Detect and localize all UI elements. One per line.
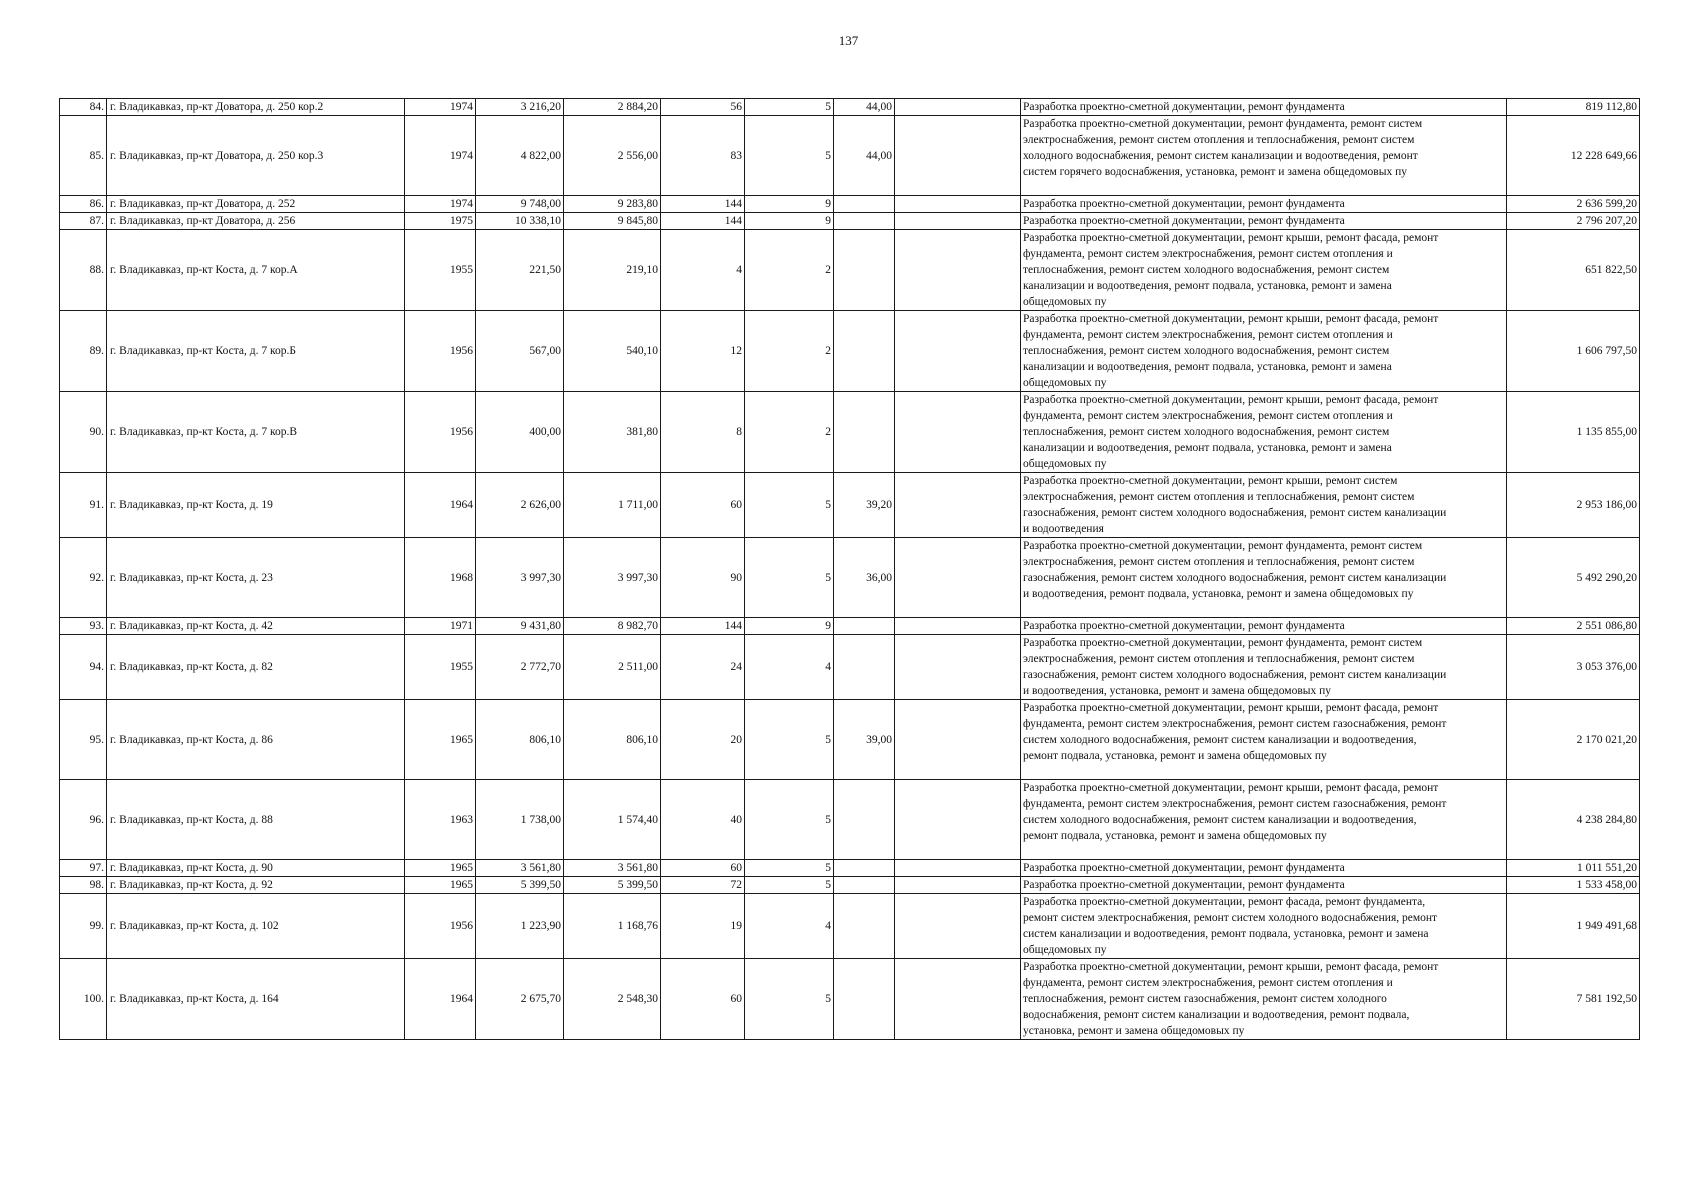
empty-cell xyxy=(895,538,1021,618)
residents-cell: 8 xyxy=(661,392,745,473)
address-cell: г. Владикавказ, пр-кт Коста, д. 164 xyxy=(107,959,405,1040)
address-cell: г. Владикавказ, пр-кт Коста, д. 102 xyxy=(107,894,405,959)
residents-cell: 12 xyxy=(661,311,745,392)
page-number: 137 xyxy=(838,33,859,48)
total-area-cell: 806,10 xyxy=(476,700,564,780)
row-number-cell: 95. xyxy=(60,700,107,780)
year-built-cell: 1965 xyxy=(405,877,476,894)
living-area-cell: 381,80 xyxy=(564,392,661,473)
wear-percent-cell xyxy=(834,618,895,635)
year-built-cell: 1963 xyxy=(405,780,476,860)
living-area-cell: 3 561,80 xyxy=(564,860,661,877)
floors-cell: 9 xyxy=(745,196,834,213)
row-number-cell: 89. xyxy=(60,311,107,392)
living-area-cell: 1 574,40 xyxy=(564,780,661,860)
wear-percent-cell: 44,00 xyxy=(834,116,895,196)
address-cell: г. Владикавказ, пр-кт Коста, д. 88 xyxy=(107,780,405,860)
address-cell: г. Владикавказ, пр-кт Коста, д. 90 xyxy=(107,860,405,877)
wear-percent-cell xyxy=(834,311,895,392)
cost-cell: 4 238 284,80 xyxy=(1507,780,1640,860)
works-description-cell: Разработка проектно-сметной документации, ремонт фундамента xyxy=(1021,860,1507,877)
total-area-cell: 1 223,90 xyxy=(476,894,564,959)
residents-cell: 144 xyxy=(661,196,745,213)
cost-cell: 819 112,80 xyxy=(1507,99,1640,116)
wear-percent-cell: 39,20 xyxy=(834,473,895,538)
year-built-cell: 1968 xyxy=(405,538,476,618)
table-row xyxy=(60,700,1640,780)
address-cell: г. Владикавказ, пр-кт Коста, д. 42 xyxy=(107,618,405,635)
living-area-cell: 806,10 xyxy=(564,700,661,780)
residents-cell: 144 xyxy=(661,213,745,230)
living-area-cell: 2 556,00 xyxy=(564,116,661,196)
cost-cell: 5 492 290,20 xyxy=(1507,538,1640,618)
row-number-cell: 87. xyxy=(60,213,107,230)
empty-cell xyxy=(895,894,1021,959)
empty-cell xyxy=(895,99,1021,116)
works-description-cell: Разработка проектно-сметной документации, ремонт фундамента xyxy=(1021,99,1507,116)
floors-cell: 2 xyxy=(745,311,834,392)
wear-percent-cell xyxy=(834,877,895,894)
address-cell: г. Владикавказ, пр-кт Коста, д. 19 xyxy=(107,473,405,538)
row-number-cell: 93. xyxy=(60,618,107,635)
works-description-cell: Разработка проектно-сметной документации, ремонт фундамента xyxy=(1021,213,1507,230)
empty-cell xyxy=(895,618,1021,635)
table-row xyxy=(60,311,1640,392)
year-built-cell: 1955 xyxy=(405,635,476,700)
empty-cell xyxy=(895,959,1021,1040)
year-built-cell: 1956 xyxy=(405,894,476,959)
cost-cell: 12 228 649,66 xyxy=(1507,116,1640,196)
residents-cell: 19 xyxy=(661,894,745,959)
living-area-cell: 9 845,80 xyxy=(564,213,661,230)
cost-cell: 1 533 458,00 xyxy=(1507,877,1640,894)
wear-percent-cell xyxy=(834,894,895,959)
empty-cell xyxy=(895,860,1021,877)
empty-cell xyxy=(895,230,1021,311)
cost-cell: 7 581 192,50 xyxy=(1507,959,1640,1040)
total-area-cell: 2 772,70 xyxy=(476,635,564,700)
residents-cell: 90 xyxy=(661,538,745,618)
residents-cell: 56 xyxy=(661,99,745,116)
works-description-cell: Разработка проектно-сметной документации, ремонт крыши, ремонт фасада, ремонт фундамента, ремонт систем электроснабжения, ремонт систем отопления и теплоснабжения, ремонт систем холодного водоснабжения, ремонт систем канализации и водоотведения, ремонт подвала, установка, ремонт и замена общедомовых пу xyxy=(1021,392,1507,473)
cost-cell: 3 053 376,00 xyxy=(1507,635,1640,700)
row-number-cell: 84. xyxy=(60,99,107,116)
works-description-cell: Разработка проектно-сметной документации, ремонт фундамента xyxy=(1021,196,1507,213)
year-built-cell: 1956 xyxy=(405,311,476,392)
address-cell: г. Владикавказ, пр-кт Доватора, д. 256 xyxy=(107,213,405,230)
residents-cell: 4 xyxy=(661,230,745,311)
living-area-cell: 540,10 xyxy=(564,311,661,392)
year-built-cell: 1965 xyxy=(405,700,476,780)
cost-cell: 1 606 797,50 xyxy=(1507,311,1640,392)
cost-cell: 1 949 491,68 xyxy=(1507,894,1640,959)
table-row xyxy=(60,894,1640,959)
cost-cell: 1 135 855,00 xyxy=(1507,392,1640,473)
total-area-cell: 9 748,00 xyxy=(476,196,564,213)
table-row xyxy=(60,196,1640,213)
year-built-cell: 1964 xyxy=(405,473,476,538)
wear-percent-cell: 39,00 xyxy=(834,700,895,780)
row-number-cell: 91. xyxy=(60,473,107,538)
cost-cell: 2 953 186,00 xyxy=(1507,473,1640,538)
floors-cell: 2 xyxy=(745,392,834,473)
floors-cell: 5 xyxy=(745,473,834,538)
total-area-cell: 3 216,20 xyxy=(476,99,564,116)
table-row xyxy=(60,877,1640,894)
empty-cell xyxy=(895,635,1021,700)
table-row xyxy=(60,230,1640,311)
floors-cell: 4 xyxy=(745,894,834,959)
floors-cell: 5 xyxy=(745,780,834,860)
empty-cell xyxy=(895,213,1021,230)
floors-cell: 4 xyxy=(745,635,834,700)
floors-cell: 9 xyxy=(745,618,834,635)
wear-percent-cell xyxy=(834,213,895,230)
total-area-cell: 567,00 xyxy=(476,311,564,392)
cost-cell: 2 170 021,20 xyxy=(1507,700,1640,780)
total-area-cell: 221,50 xyxy=(476,230,564,311)
year-built-cell: 1964 xyxy=(405,959,476,1040)
address-cell: г. Владикавказ, пр-кт Коста, д. 7 кор.В xyxy=(107,392,405,473)
row-number-cell: 88. xyxy=(60,230,107,311)
empty-cell xyxy=(895,877,1021,894)
address-cell: г. Владикавказ, пр-кт Доватора, д. 250 кор.2 xyxy=(107,99,405,116)
floors-cell: 5 xyxy=(745,538,834,618)
residents-cell: 60 xyxy=(661,860,745,877)
living-area-cell: 9 283,80 xyxy=(564,196,661,213)
works-description-cell: Разработка проектно-сметной документации, ремонт фундамента, ремонт систем электроснабжения, ремонт систем отопления и теплоснабжения, ремонт систем газоснабжения, ремонт систем холодного водоснабжения, ремонт систем канализации и водоотведения, установка, ремонт и замена общедомовых пу xyxy=(1021,635,1507,700)
living-area-cell: 5 399,50 xyxy=(564,877,661,894)
empty-cell xyxy=(895,392,1021,473)
row-number-cell: 100. xyxy=(60,959,107,1040)
empty-cell xyxy=(895,116,1021,196)
address-cell: г. Владикавказ, пр-кт Коста, д. 86 xyxy=(107,700,405,780)
housing-repair-table xyxy=(59,98,1639,1040)
cost-cell: 2 796 207,20 xyxy=(1507,213,1640,230)
floors-cell: 5 xyxy=(745,877,834,894)
works-description-cell: Разработка проектно-сметной документации, ремонт фундамента xyxy=(1021,877,1507,894)
residents-cell: 24 xyxy=(661,635,745,700)
total-area-cell: 2 675,70 xyxy=(476,959,564,1040)
works-description-cell: Разработка проектно-сметной документации, ремонт крыши, ремонт систем электроснабжения, ремонт систем отопления и теплоснабжения, ремонт систем газоснабжения, ремонт систем холодного водоснабжения, ремонт систем канализации и водоотведения xyxy=(1021,473,1507,538)
year-built-cell: 1974 xyxy=(405,196,476,213)
row-number-cell: 98. xyxy=(60,877,107,894)
floors-cell: 2 xyxy=(745,230,834,311)
row-number-cell: 92. xyxy=(60,538,107,618)
year-built-cell: 1965 xyxy=(405,860,476,877)
living-area-cell: 2 884,20 xyxy=(564,99,661,116)
residents-cell: 60 xyxy=(661,959,745,1040)
row-number-cell: 94. xyxy=(60,635,107,700)
total-area-cell: 5 399,50 xyxy=(476,877,564,894)
year-built-cell: 1971 xyxy=(405,618,476,635)
empty-cell xyxy=(895,196,1021,213)
address-cell: г. Владикавказ, пр-кт Доватора, д. 250 кор.3 xyxy=(107,116,405,196)
empty-cell xyxy=(895,311,1021,392)
total-area-cell: 10 338,10 xyxy=(476,213,564,230)
residents-cell: 60 xyxy=(661,473,745,538)
living-area-cell: 2 548,30 xyxy=(564,959,661,1040)
row-number-cell: 96. xyxy=(60,780,107,860)
wear-percent-cell xyxy=(834,392,895,473)
floors-cell: 5 xyxy=(745,99,834,116)
address-cell: г. Владикавказ, пр-кт Коста, д. 7 кор.А xyxy=(107,230,405,311)
living-area-cell: 2 511,00 xyxy=(564,635,661,700)
residents-cell: 72 xyxy=(661,877,745,894)
year-built-cell: 1974 xyxy=(405,99,476,116)
empty-cell xyxy=(895,700,1021,780)
floors-cell: 9 xyxy=(745,213,834,230)
repair-program-table xyxy=(59,98,1640,1040)
table-row xyxy=(60,99,1640,116)
row-number-cell: 97. xyxy=(60,860,107,877)
table-row xyxy=(60,618,1640,635)
table-row xyxy=(60,473,1640,538)
works-description-cell: Разработка проектно-сметной документации, ремонт фундамента xyxy=(1021,618,1507,635)
total-area-cell: 1 738,00 xyxy=(476,780,564,860)
residents-cell: 40 xyxy=(661,780,745,860)
address-cell: г. Владикавказ, пр-кт Коста, д. 92 xyxy=(107,877,405,894)
year-built-cell: 1956 xyxy=(405,392,476,473)
living-area-cell: 3 997,30 xyxy=(564,538,661,618)
wear-percent-cell xyxy=(834,196,895,213)
wear-percent-cell xyxy=(834,959,895,1040)
row-number-cell: 90. xyxy=(60,392,107,473)
total-area-cell: 2 626,00 xyxy=(476,473,564,538)
works-description-cell: Разработка проектно-сметной документации, ремонт крыши, ремонт фасада, ремонт фундамента, ремонт систем электроснабжения, ремонт систем газоснабжения, ремонт систем холодного водоснабжения, ремонт систем канализации и водоотведения, ремонт подвала, установка, ремонт и замена общедомовых пу xyxy=(1021,700,1507,780)
works-description-cell: Разработка проектно-сметной документации, ремонт крыши, ремонт фасада, ремонт фундамента, ремонт систем электроснабжения, ремонт систем отопления и теплоснабжения, ремонт систем холодного водоснабжения, ремонт систем канализации и водоотведения, ремонт подвала, установка, ремонт и замена общедомовых пу xyxy=(1021,311,1507,392)
year-built-cell: 1975 xyxy=(405,213,476,230)
residents-cell: 83 xyxy=(661,116,745,196)
address-cell: г. Владикавказ, пр-кт Доватора, д. 252 xyxy=(107,196,405,213)
empty-cell xyxy=(895,780,1021,860)
works-description-cell: Разработка проектно-сметной документации, ремонт фундамента, ремонт систем электроснабжения, ремонт систем отопления и теплоснабжения, ремонт систем холодного водоснабжения, ремонт систем канализации и водоотведения, ремонт систем горячего водоснабжения, установка, ремонт и замена общедомовых пу xyxy=(1021,116,1507,196)
cost-cell: 2 551 086,80 xyxy=(1507,618,1640,635)
year-built-cell: 1974 xyxy=(405,116,476,196)
table-row xyxy=(60,780,1640,860)
wear-percent-cell xyxy=(834,635,895,700)
row-number-cell: 85. xyxy=(60,116,107,196)
row-number-cell: 86. xyxy=(60,196,107,213)
living-area-cell: 8 982,70 xyxy=(564,618,661,635)
wear-percent-cell xyxy=(834,860,895,877)
works-description-cell: Разработка проектно-сметной документации, ремонт фундамента, ремонт систем электроснабжения, ремонт систем отопления и теплоснабжения, ремонт систем газоснабжения, ремонт систем холодного водоснабжения, ремонт систем канализации и водоотведения, ремонт подвала, установка, ремонт и замена общедомовых пу xyxy=(1021,538,1507,618)
residents-cell: 144 xyxy=(661,618,745,635)
row-number-cell: 99. xyxy=(60,894,107,959)
address-cell: г. Владикавказ, пр-кт Коста, д. 82 xyxy=(107,635,405,700)
works-description-cell: Разработка проектно-сметной документации, ремонт фасада, ремонт фундамента, ремонт систем электроснабжения, ремонт систем холодного водоснабжения, ремонт систем канализации и водоотведения, ремонт подвала, установка, ремонт и замена общедомовых пу xyxy=(1021,894,1507,959)
living-area-cell: 1 168,76 xyxy=(564,894,661,959)
wear-percent-cell xyxy=(834,230,895,311)
table-row xyxy=(60,959,1640,1040)
works-description-cell: Разработка проектно-сметной документации, ремонт крыши, ремонт фасада, ремонт фундамента, ремонт систем электроснабжения, ремонт систем газоснабжения, ремонт систем холодного водоснабжения, ремонт систем канализации и водоотведения, ремонт подвала, установка, ремонт и замена общедомовых пу xyxy=(1021,780,1507,860)
table-row xyxy=(60,213,1640,230)
floors-cell: 5 xyxy=(745,959,834,1040)
total-area-cell: 400,00 xyxy=(476,392,564,473)
cost-cell: 1 011 551,20 xyxy=(1507,860,1640,877)
total-area-cell: 9 431,80 xyxy=(476,618,564,635)
floors-cell: 5 xyxy=(745,116,834,196)
table-row xyxy=(60,392,1640,473)
floors-cell: 5 xyxy=(745,860,834,877)
living-area-cell: 219,10 xyxy=(564,230,661,311)
total-area-cell: 3 561,80 xyxy=(476,860,564,877)
total-area-cell: 4 822,00 xyxy=(476,116,564,196)
total-area-cell: 3 997,30 xyxy=(476,538,564,618)
table-row xyxy=(60,538,1640,618)
cost-cell: 651 822,50 xyxy=(1507,230,1640,311)
works-description-cell: Разработка проектно-сметной документации, ремонт крыши, ремонт фасада, ремонт фундамента, ремонт систем электроснабжения, ремонт систем отопления и теплоснабжения, ремонт систем холодного водоснабжения, ремонт систем канализации и водоотведения, ремонт подвала, установка, ремонт и замена общедомовых пу xyxy=(1021,230,1507,311)
cost-cell: 2 636 599,20 xyxy=(1507,196,1640,213)
address-cell: г. Владикавказ, пр-кт Коста, д. 7 кор.Б xyxy=(107,311,405,392)
year-built-cell: 1955 xyxy=(405,230,476,311)
wear-percent-cell: 44,00 xyxy=(834,99,895,116)
table-body xyxy=(60,99,1640,1040)
table-row xyxy=(60,635,1640,700)
residents-cell: 20 xyxy=(661,700,745,780)
table-row xyxy=(60,860,1640,877)
wear-percent-cell xyxy=(834,780,895,860)
floors-cell: 5 xyxy=(745,700,834,780)
empty-cell xyxy=(895,473,1021,538)
table-row xyxy=(60,116,1640,196)
address-cell: г. Владикавказ, пр-кт Коста, д. 23 xyxy=(107,538,405,618)
works-description-cell: Разработка проектно-сметной документации, ремонт крыши, ремонт фасада, ремонт фундамента, ремонт систем электроснабжения, ремонт систем отопления и теплоснабжения, ремонт систем газоснабжения, ремонт систем холодного водоснабжения, ремонт систем канализации и водоотведения, ремонт подвала, установка, ремонт и замена общедомовых пу xyxy=(1021,959,1507,1040)
wear-percent-cell: 36,00 xyxy=(834,538,895,618)
living-area-cell: 1 711,00 xyxy=(564,473,661,538)
